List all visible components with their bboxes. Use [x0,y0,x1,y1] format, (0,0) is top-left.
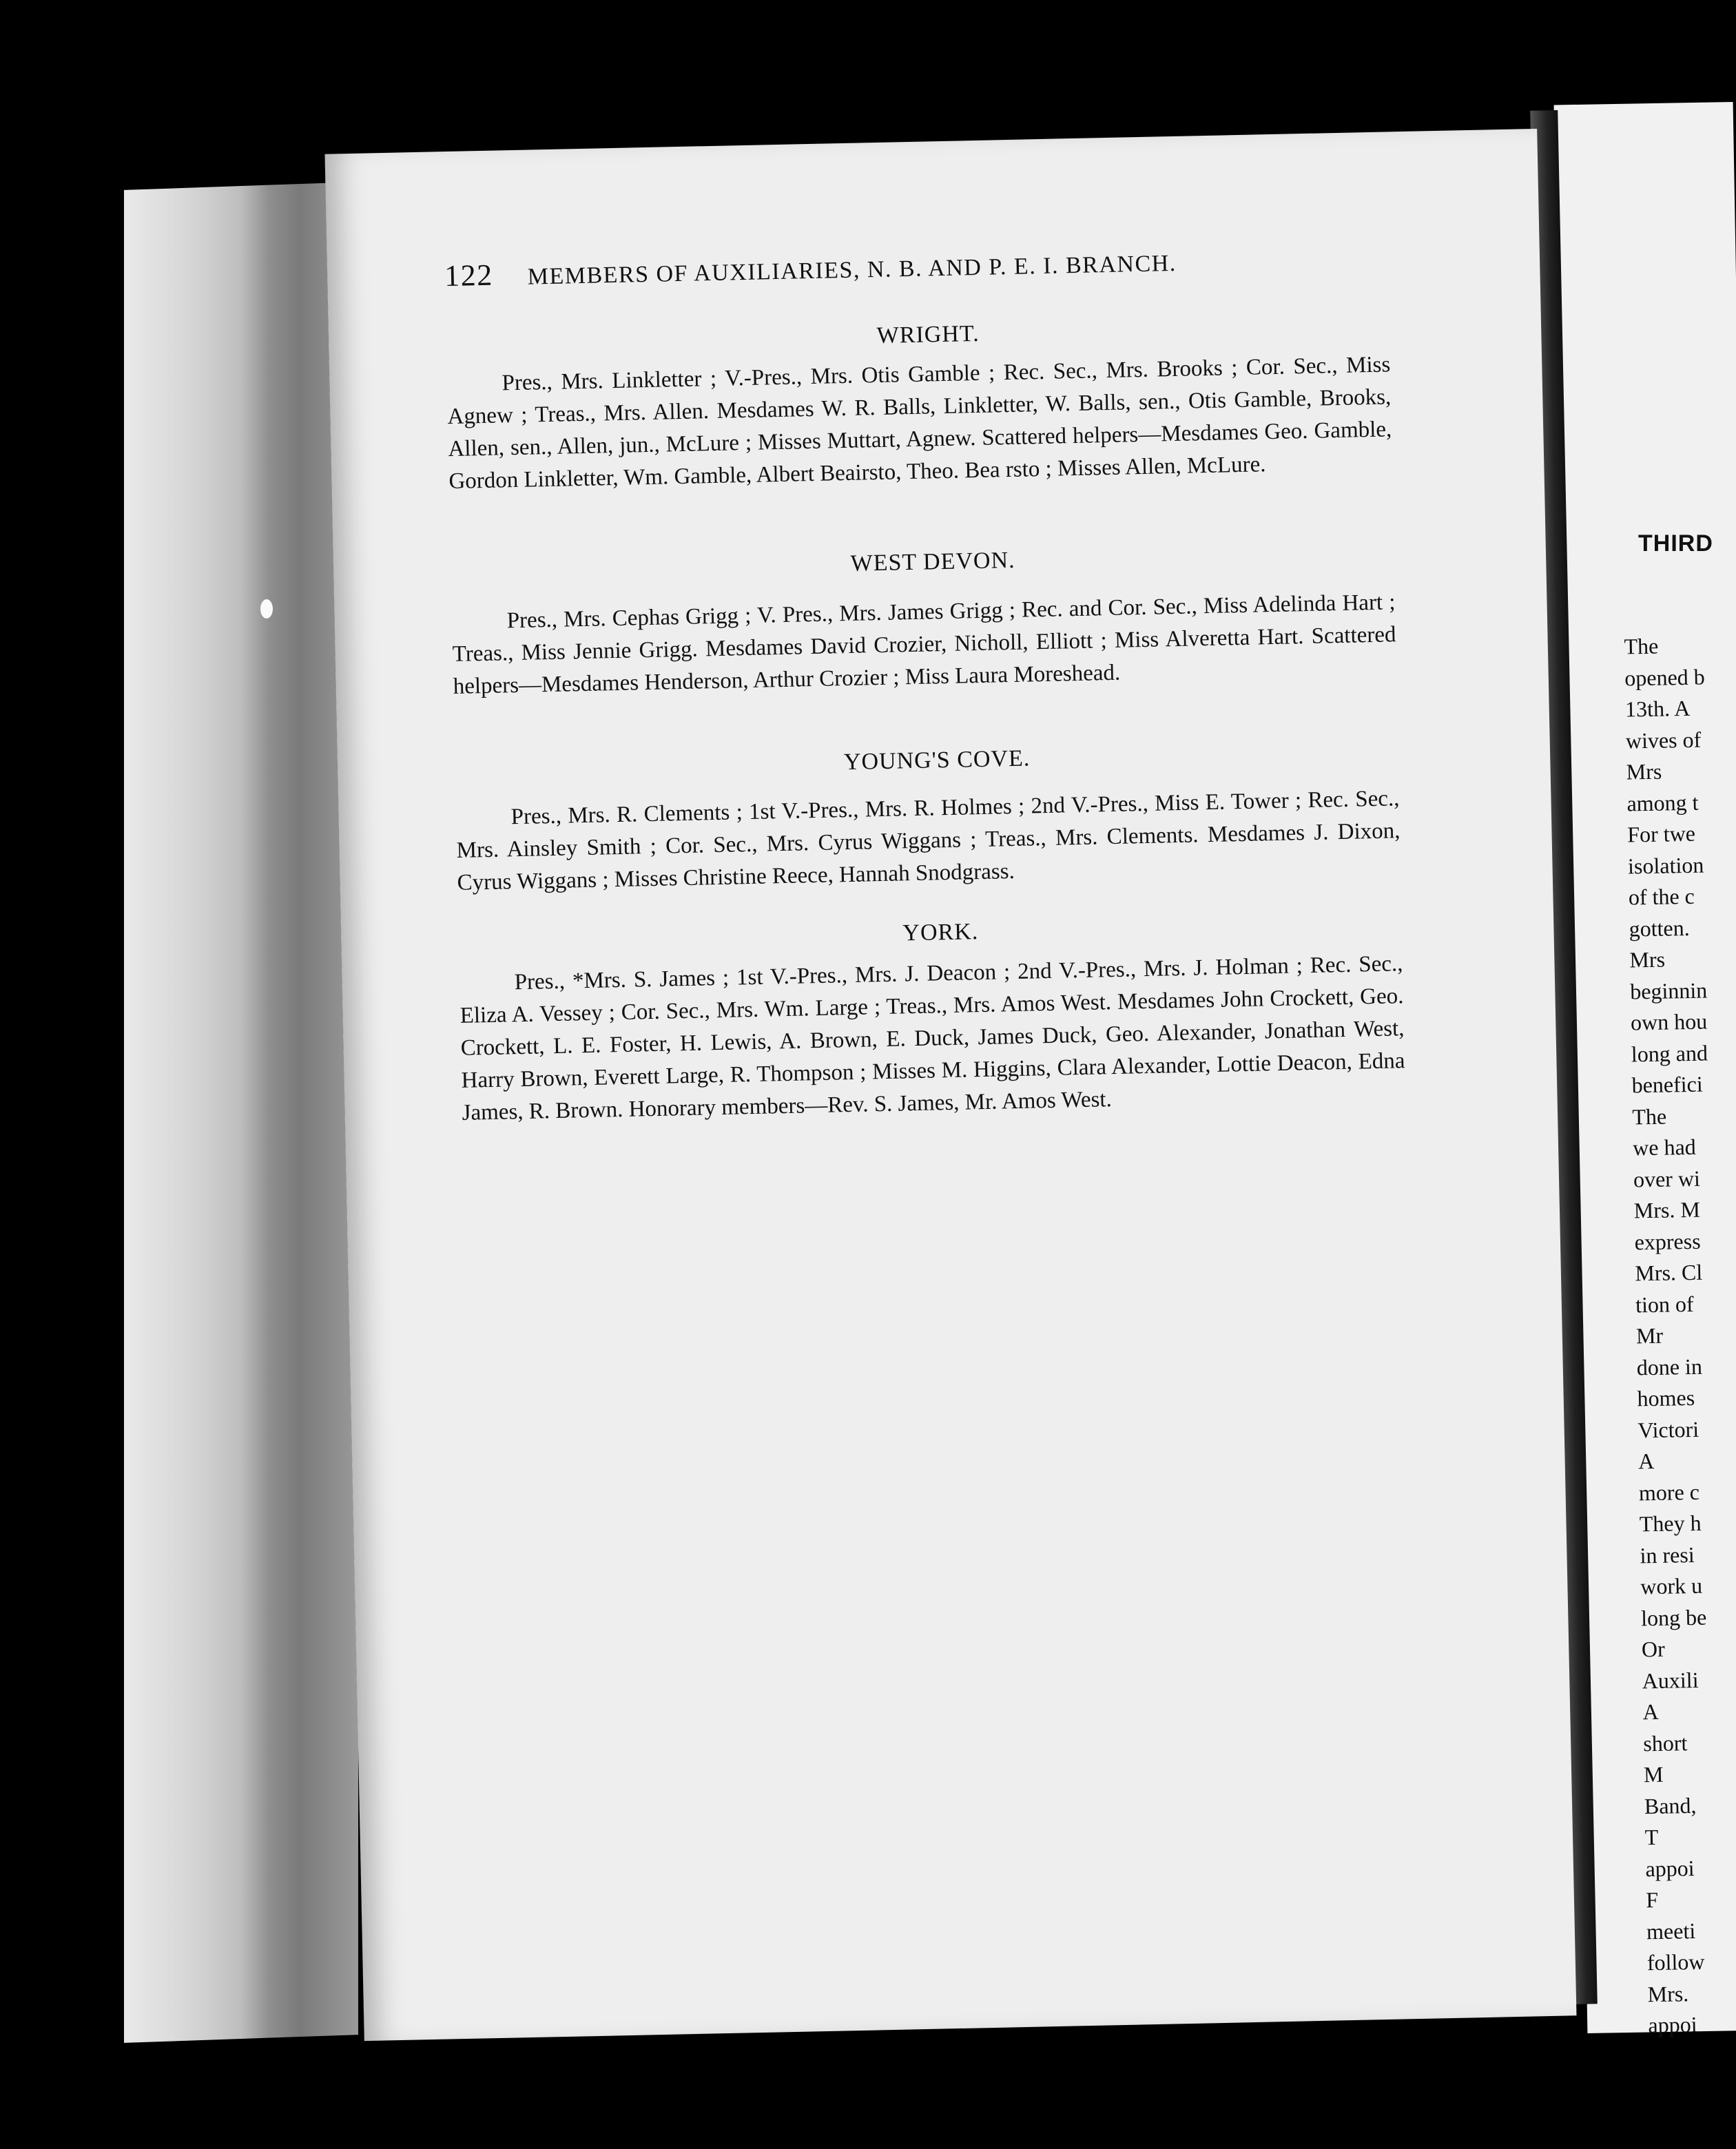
section-title-wright: WRIGHT. [876,320,980,349]
facing-page-line: more c [1638,1479,1700,1505]
facing-page-line: appoi [1645,1855,1695,1881]
facing-page-line: The [1624,633,1659,659]
facing-page-line: tion of [1635,1291,1694,1317]
facing-page-line: benefici [1631,1071,1703,1098]
facing-page-line: wives of [1625,727,1702,754]
facing-page-line: A [1642,1699,1659,1725]
section-text-youngs-cove: Pres., Mrs. R. Clements ; 1st V.-Pres., Mrs. R. Holmes ; 2nd V.-Pres., Miss E. Tower ; Rec. Sec., Mrs. Ainsley Smith ; Cor. Sec., Mrs. Cyrus Wiggans ; Treas., Mrs. Clements. Mesdames J. Dixon, Cyrus Wiggans ; Misses Christine Reece, Hannah Snodgrass. [456,786,1401,895]
facing-page-line: over wi [1633,1165,1701,1192]
facing-page-line: 13th. A [1624,695,1691,722]
facing-page-line: opened b [1624,664,1706,691]
facing-page-line: Mrs. M [1633,1196,1701,1223]
section-title-west-devon: WEST DEVON. [850,547,1015,577]
facing-page-line: F [1645,1887,1659,1913]
facing-page-heading: THIRD [1638,530,1713,557]
book-page-edges [124,182,358,2043]
facing-page-line: Mrs. [1647,1980,1689,2006]
book-page [325,129,1577,2041]
facing-page-line: long be [1640,1604,1707,1630]
facing-page-line: isolation [1627,852,1704,878]
facing-page-line: Mr [1635,1322,1664,1349]
page-number: 122 [444,258,494,293]
facing-page-line: work u [1640,1572,1703,1599]
facing-page-line: For twe [1626,820,1696,847]
running-head-title: MEMBERS OF AUXILIARIES, N. B. AND P. E. I. BRANCH. [527,250,1177,290]
facing-page-line: done in [1636,1353,1703,1380]
facing-page-line: follow [1646,1949,1705,1975]
section-text-wright: Pres., Mrs. Linkletter ; V.-Pres., Mrs. Otis Gamble ; Rec. Sec., Mrs. Brooks ; Cor. Sec., Miss Agnew ; Treas., Mrs. Allen. Mesdames W. R. Balls, Linkletter, W. Balls, sen., Otis Gamble, Brooks, Allen, sen., Allen, jun., McLure ; Misses Muttart, Agnew. Scattered helpers—Mesdames Geo. Gamble, Gordon Linkletter, Wm. Gamble, Albert Beairsto, Theo. Bea rsto ; Misses Allen, McLure. [447,352,1392,495]
facing-page-line: of the c [1628,883,1695,910]
facing-page-line: short [1643,1730,1688,1756]
section-title-york: YORK. [902,919,979,946]
section-text-west-devon: Pres., Mrs. Cephas Grigg ; V. Pres., Mrs. James Grigg ; Rec. and Cor. Sec., Miss Adelinda Hart ; Treas., Miss Jennie Grigg. Mesdames David Crozier, Nicholl, Elliott ; Miss Alveretta Hart. Scattered helpers—Mesdames Henderson, Arthur Crozier ; Miss Laura Moreshead. [452,590,1396,699]
facing-page-line: long and [1631,1040,1708,1066]
facing-page-line: A [1637,1448,1655,1474]
facing-page-line: Mrs [1629,946,1666,973]
facing-page-line: The [1632,1103,1667,1129]
facing-page-line: among t [1626,789,1699,816]
facing-page-line: Mrs. Cl [1635,1259,1703,1286]
running-header [444,238,1409,293]
facing-page-line: Victori [1637,1416,1699,1442]
facing-page-line: Auxili [1642,1667,1699,1693]
facing-page-line: beginnin [1629,977,1708,1004]
facing-page-line: we had [1632,1134,1697,1161]
facing-page-line: in resi [1640,1541,1695,1568]
facing-page-line: M [1643,1761,1664,1787]
facing-page-line: Or [1641,1636,1666,1662]
facing-page-line: They h [1639,1510,1702,1537]
facing-page-line: appoi [1648,2012,1697,2038]
facing-page-line: T [1644,1824,1659,1850]
paper-blemish [260,599,273,619]
facing-page-line: Band, [1644,1792,1697,1818]
section-title-youngs-cove: YOUNG'S COVE. [843,745,1031,776]
facing-page-line: gotten. [1629,915,1690,941]
facing-page-line: homes [1637,1384,1695,1411]
facing-page-line: own hou [1630,1008,1708,1035]
facing-page-line: express [1634,1228,1701,1254]
section-text-york: Pres., *Mrs. S. James ; 1st V.-Pres., Mrs. J. Deacon ; 2nd V.-Pres., Mrs. J. Holman ; Rec. Sec., Eliza A. Vessey ; Cor. Sec., Mrs. Wm. Large ; Treas., Mrs. Amos West. Mesdames John Crockett, Geo. Crockett, L. E. Foster, H. Lewis, A. Brown, E. Duck, James Duck, Geo. Alexander, Jonathan West, Harry Brown, Everett Large, R. Thompson ; Misses M. Higgins, Clara Alexander, Lottie Deacon, Edna James, R. Brown. Honorary members—Rev. S. James, Mr. Amos West. [459,951,1405,1125]
facing-page-line: meeti [1646,1918,1696,1944]
facing-page-line: Mrs [1626,758,1662,785]
